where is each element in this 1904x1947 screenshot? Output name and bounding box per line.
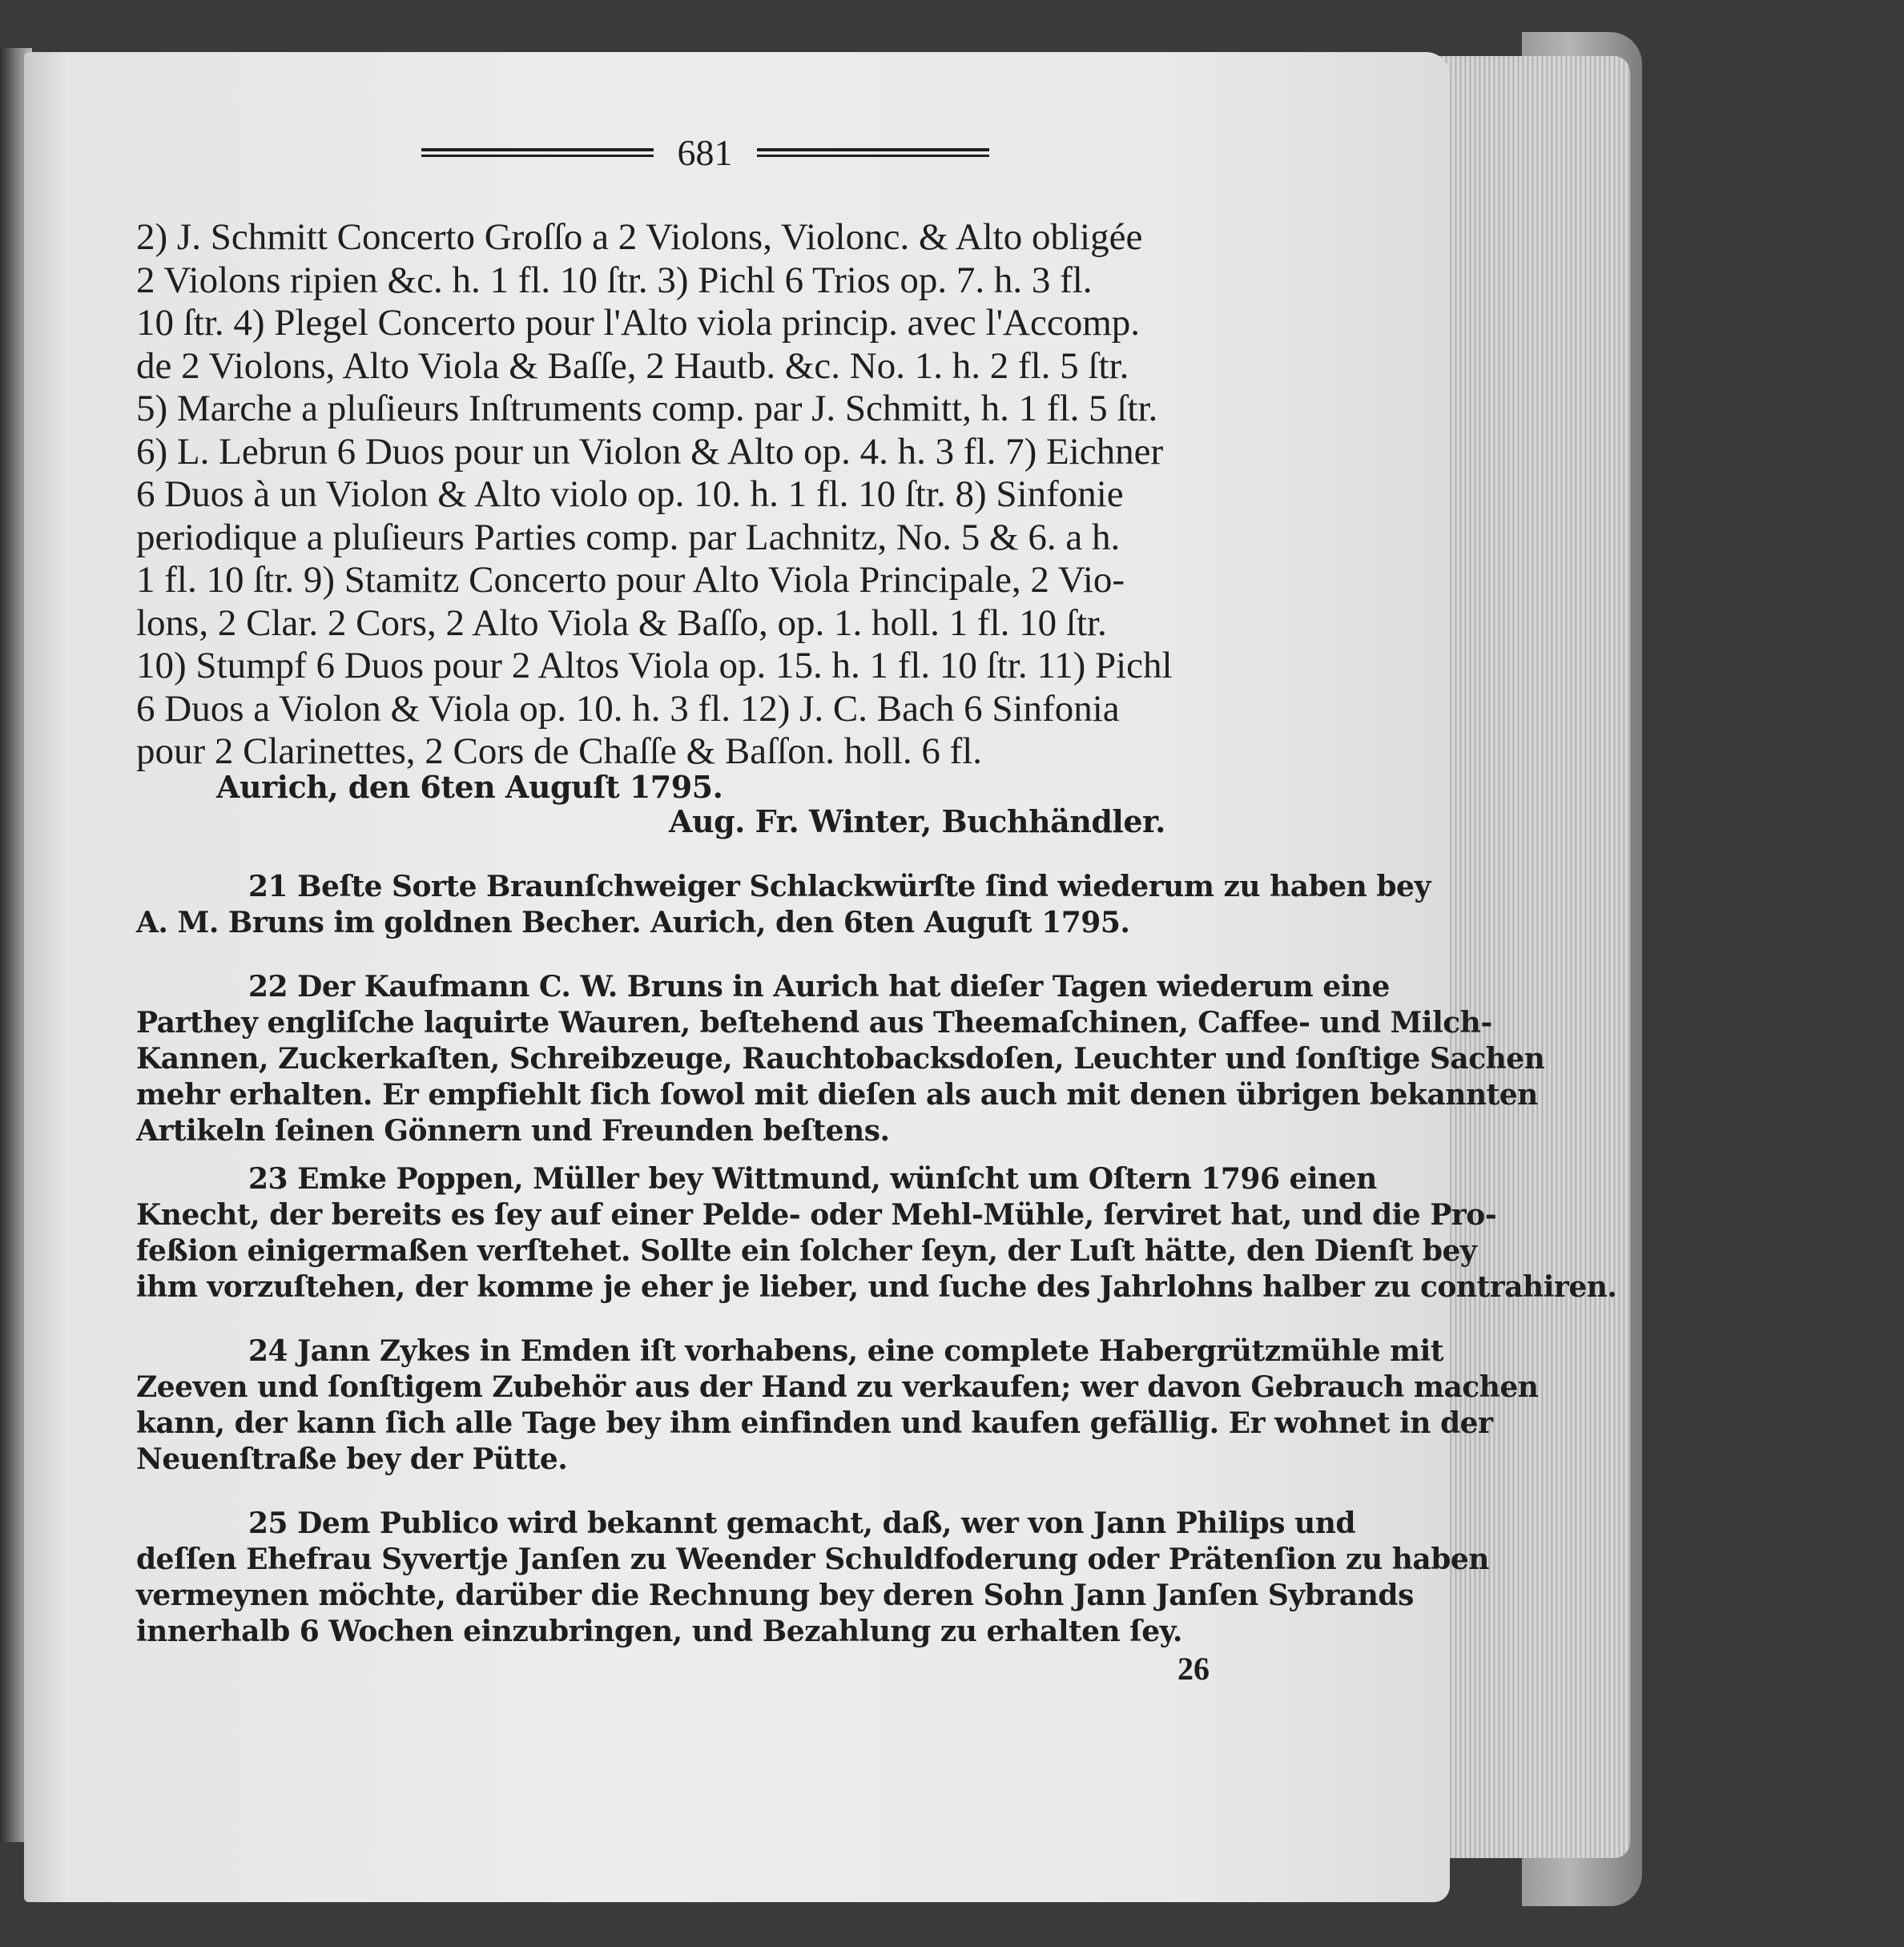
listing-line: periodique a pluſieurs Parties comp. par Lachnitz, No. 5 & 6. a h.	[136, 516, 1121, 558]
page-header	[401, 128, 1009, 176]
notice-line: mehr erhalten. Er empfiehlt ſich ſowol mit dieſen als auch mit denen übrigen bekannten	[136, 1078, 1538, 1112]
listing-line: 2 Violons ripien &c. h. 1 fl. 10 ſtr. 3) Pichl 6 Trios op. 7. h. 3 fl.	[136, 259, 1093, 301]
notice-line: ihm vorzuſtehen, der komme je eher je lieber, und ſuche des Jahrlohns halber zu contrahiren.	[136, 1270, 1617, 1304]
notice-line: 24 Jann Zykes in Emden iſt vorhabens, eine complete Habergrützmühle mit	[248, 1334, 1443, 1368]
notice-line: 21 Beſte Sorte Braunſchweiger Schlackwürſte ſind wiederum zu haben bey	[248, 870, 1431, 903]
notice-line: Neuenſtraße bey der Pütte.	[136, 1442, 568, 1476]
listing-line: 1 fl. 10 ſtr. 9) Stamitz Concerto pour Alto Viola Principale, 2 Vio-	[136, 559, 1125, 601]
notice-line: Zeeven und ſonſtigem Zubehör aus der Hand zu verkaufen; wer davon Gebrauch machen	[136, 1370, 1539, 1404]
header-rule-left	[421, 148, 654, 157]
listing-line: lons, 2 Clar. 2 Cors, 2 Alto Viola & Baſſo, op. 1. holl. 1 fl. 10 ſtr.	[136, 601, 1107, 644]
notice-line: vermeynen möchte, darüber die Rechnung bey deren Sohn Jann Janſen Sybrands	[136, 1579, 1414, 1612]
signature-place: Aurich, den 6ten Auguſt 1795.	[216, 769, 723, 805]
music-listing	[136, 216, 1290, 774]
notice-line: kann, der kann ſich alle Tage bey ihm einfinden und kaufen gefällig. Er wohnet in der	[136, 1406, 1493, 1440]
printer-signature-mark: 26	[1177, 1651, 1210, 1687]
notice-line: Parthey engliſche laquirte Wauren, beſtehend aus Theemaſchinen, Caffee- und Milch-	[136, 1006, 1492, 1040]
notice-line: 25 Dem Publico wird bekannt gemacht, daß, wer von Jann Philips und	[248, 1507, 1356, 1540]
notice-line: Knecht, der bereits es ſey auf einer Pelde- oder Mehl-Mühle, ſerviret hat, und die Pro-	[136, 1198, 1497, 1232]
page-number: 681	[677, 131, 733, 173]
notice-24	[136, 1334, 1539, 1478]
notice-line: deſſen Ehefrau Syvertje Janſen zu Weender Schuldfoderung oder Prätenſion zu haben	[136, 1543, 1489, 1576]
header-rule-right	[757, 148, 989, 157]
signature-name: Aug. Fr. Winter, Buchhändler.	[669, 803, 1165, 839]
notice-line: feßion einigermaßen verſtehet. Sollte ein ſolcher ſeyn, der Luſt hätte, den Dienſt bey	[136, 1234, 1477, 1268]
listing-line: pour 2 Clarinettes, 2 Cors de Chaſſe & Baſſon. holl. 6 fl.	[136, 730, 983, 772]
listing-line: 6 Duos à un Violon & Alto violo op. 10. h. 1 fl. 10 ſtr. 8) Sinfonie	[136, 473, 1124, 515]
listing-line: 2) J. Schmitt Concerto Groſſo a 2 Violons, Violonc. & Alto obligée	[136, 216, 1143, 258]
notice-line: 22 Der Kaufmann C. W. Bruns in Aurich hat dieſer Tagen wiederum eine	[248, 970, 1390, 1004]
notice-line: Kannen, Zuckerkaſten, Schreibzeuge, Rauchtobacksdoſen, Leuchter und ſonſtige Sachen	[136, 1042, 1545, 1076]
notice-line: Artikeln ſeinen Gönnern und Freunden beſtens.	[136, 1114, 890, 1148]
notice-22	[136, 969, 1545, 1149]
listing-line: 5) Marche a pluſieurs Inſtruments comp. par J. Schmitt, h. 1 fl. 5 ſtr.	[136, 388, 1158, 429]
notice-23	[136, 1161, 1617, 1305]
notice-25	[136, 1506, 1489, 1650]
notice-line: A. M. Bruns im goldnen Becher. Aurich, den 6ten Auguſt 1795.	[136, 906, 1130, 939]
listing-line: de 2 Violons, Alto Viola & Baſſe, 2 Hautb. &c. No. 1. h. 2 fl. 5 ſtr.	[136, 344, 1129, 387]
listing-line: 10) Stumpf 6 Duos pour 2 Altos Viola op. 15. h. 1 fl. 10 ſtr. 11) Pichl	[136, 645, 1173, 686]
notice-line: 23 Emke Poppen, Müller bey Wittmund, wünſcht um Oſtern 1796 einen	[248, 1162, 1377, 1196]
listing-line: 10 ſtr. 4) Plegel Concerto pour l'Alto viola princip. avec l'Accomp.	[136, 302, 1141, 344]
notice-21	[136, 869, 1431, 941]
notice-line: innerhalb 6 Wochen einzubringen, und Bezahlung zu erhalten ſey.	[136, 1615, 1182, 1648]
listing-line: 6 Duos a Violon & Viola op. 10. h. 3 fl. 12) J. C. Bach 6 Sinfonia	[136, 687, 1120, 730]
listing-line: 6) L. Lebrun 6 Duos pour un Violon & Alto op. 4. h. 3 fl. 7) Eichner	[136, 430, 1164, 473]
